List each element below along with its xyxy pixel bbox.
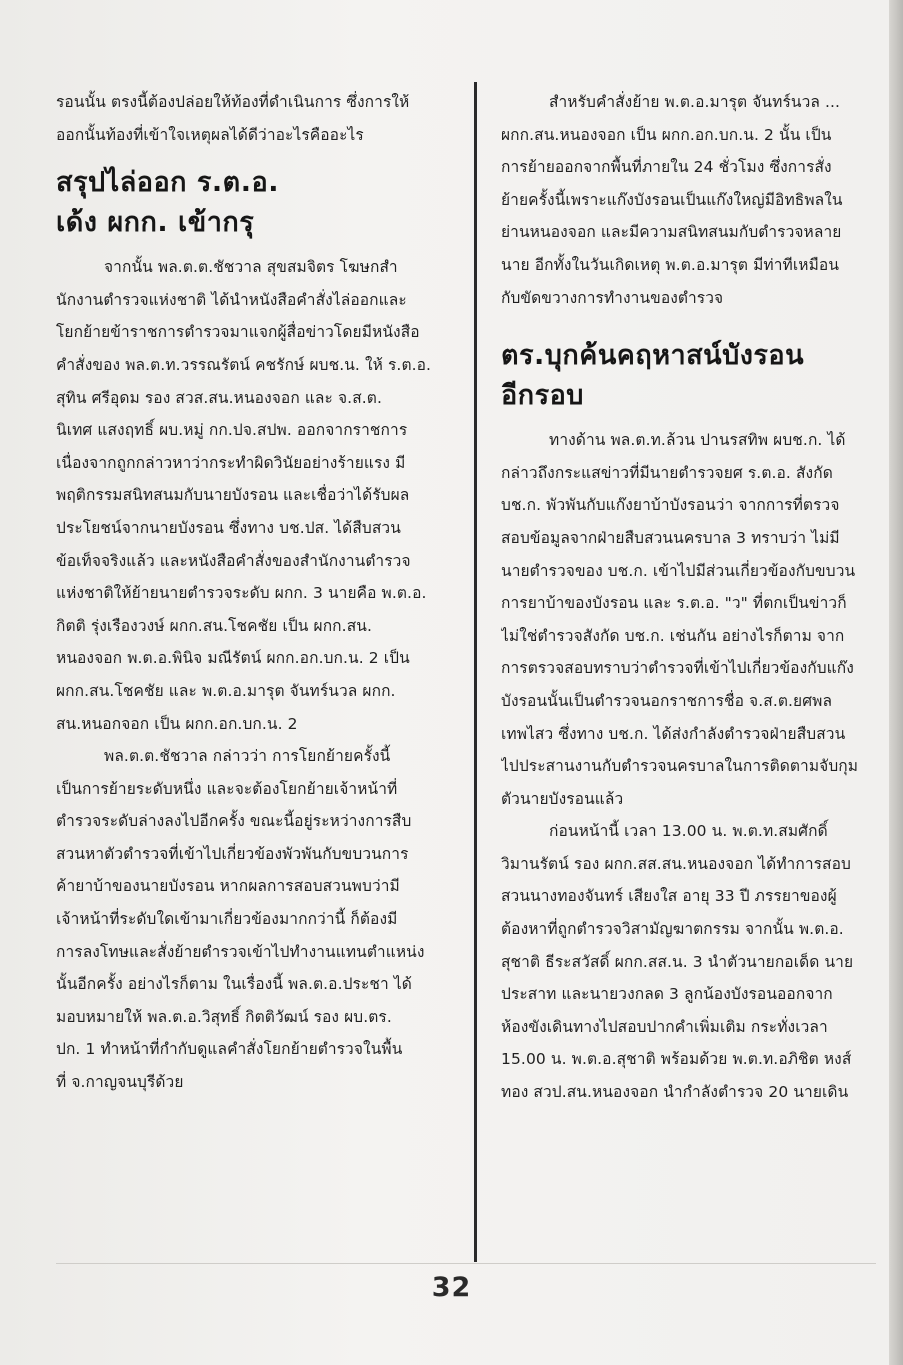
text-line: สอบข้อมูลจากฝ่ายสืบสวนนครบาล 3 ทราบว่า ไม่มี	[501, 528, 840, 547]
text-line: มอบหมายให้ พล.ต.อ.วิสุทธิ์ กิตติวัฒน์ รอง ผบ.ตร.	[56, 1007, 392, 1026]
text-line: การลงโทษและสั่งย้ายตำรวจเข้าไปทำงานแทนตำแหน่ง	[56, 942, 425, 961]
text-line: สน.หนอกจอก เป็น ผกก.อก.บก.น. 2	[56, 714, 298, 733]
right-paragraph-3	[501, 815, 877, 1108]
text-line: สุทิน ศรีอุดม รอง สวส.สน.หนองจอก และ จ.ส.ต.	[56, 388, 382, 407]
text-line: ตัวนายบังรอนแล้ว	[501, 789, 624, 808]
text-line: หนองจอก พ.ต.อ.พินิจ มณีรัตน์ ผกก.อก.บก.น. 2 เป็น	[56, 649, 410, 668]
text-line: กิตติ รุ่งเรืองวงษ์ ผกก.สน.โชคชัย เป็น ผกก.สน.	[56, 616, 372, 635]
text-line: ก่อนหน้านี้ เวลา 13.00 น. พ.ต.ท.สมศักดิ์	[549, 822, 828, 841]
text-line: เจ้าหน้าที่ระดับใดเข้ามาเกี่ยวข้องมากกว่านี้ ก็ต้องมี	[56, 910, 398, 929]
text-line: ตำรวจระดับล่างลงไปอีกครั้ง ขณะนี้อยู่ระหว่างการสืบ	[56, 812, 412, 831]
text-line: ทางด้าน พล.ต.ท.ล้วน ปานรสทิพ ผบช.ก. ได้	[549, 431, 846, 450]
text-line: ประโยชน์จากนายบังรอน ซึ่งทาง บช.ปส. ได้สืบสวน	[56, 518, 401, 537]
text-line: บังรอนนั้นเป็นตำรวจนอกราชการชื่อ จ.ส.ต.ยศพล	[501, 691, 833, 710]
text-line: จากนั้น พล.ต.ต.ชัชวาล สุขสมจิตร โฆษกสำ	[104, 258, 398, 277]
heading-line: เด้ง ผกก. เข้ากรุ	[56, 207, 255, 239]
text-line: ที่ จ.กาญจนบุรีด้วย	[56, 1073, 184, 1092]
heading-line: อีกรอบ	[501, 380, 584, 412]
text-line: ไม่ใช่ตำรวจสังกัด บช.ก. เช่นกัน อย่างไรก็ตาม จาก	[501, 626, 845, 645]
text-line: เทพไสว ซึ่งทาง บช.ก. ได้ส่งกำลังตำรวจฝ่ายสืบสวน	[501, 724, 846, 743]
text-line: ทอง สวป.สน.หนองจอก นำกำลังตำรวจ 20 นายเดิน	[501, 1083, 849, 1102]
heading-line: ตร.บุกค้นคฤหาสน์บังรอน	[501, 340, 805, 372]
text-line: แห่งชาติให้ย้ายนายตำรวจระดับ ผกก. 3 นายคือ พ.ต.อ.	[56, 584, 427, 603]
text-line: นายตำรวจของ บช.ก. เข้าไปมีส่วนเกี่ยวข้องกับขบวน	[501, 561, 856, 580]
text-line: คำสั่งของ พล.ต.ท.วรรณรัตน์ คชรักษ์ ผบช.น. ให้ ร.ต.อ.	[56, 355, 432, 374]
text-line: ผกก.สน.หนองจอก เป็น ผกก.อก.บก.น. 2 นั้น เป็น	[501, 125, 832, 144]
text-line: เนื่องจากถูกกล่าวหาว่ากระทำผิดวินัยอย่างร้ายแรง มี	[56, 453, 406, 472]
text-line: ต้องหาที่ถูกตำรวจวิสามัญฆาตกรรม จากนั้น พ.ต.อ.	[501, 920, 844, 939]
text-line: ห้องขังเดินทางไปสอบปากคำเพิ่มเติม กระทั่งเวลา	[501, 1017, 828, 1036]
text-line: ข้อเท็จจริงแล้ว และหนังสือคำสั่งของสำนักงานตำรวจ	[56, 551, 411, 570]
text-line: 15.00 น. พ.ต.อ.สุชาติ พร้อมด้วย พ.ต.ท.อภิชิต หงส์	[501, 1050, 852, 1069]
text-line: โยกย้ายข้าราชการตำรวจมาแจกผู้สื่อข่าวโดยมีหนังสือ	[56, 323, 420, 342]
text-line: ย้ายครั้งนี้เพราะแก๊งบังรอนเป็นแก๊งใหญ่มีอิทธิพลใน	[501, 190, 843, 209]
left-paragraph-1	[56, 251, 450, 740]
text-line: นั้นอีกครั้ง อย่างไรก็ตาม ในเรื่องนี้ พล.ต.อ.ประชา ได้	[56, 975, 412, 994]
text-line: กล่าวถึงกระแสข่าวที่มีนายตำรวจยศ ร.ต.อ. สังกัด	[501, 463, 833, 482]
text-line: พฤติกรรมสนิทสนมกับนายบังรอน และเชื่อว่าได้รับผล	[56, 486, 410, 505]
left-intro-paragraph	[56, 86, 450, 151]
text-line: เป็นการย้ายระดับหนึ่ง และจะต้องโยกย้ายเจ้าหน้าที่	[56, 779, 398, 798]
text-line: สวนนางทองจันทร์ เสียงใส อายุ 33 ปี ภรรยาของผู้	[501, 887, 837, 906]
text-line: วิมานรัตน์ รอง ผกก.สส.สน.หนองจอก ได้ทำการสอบ	[501, 854, 851, 873]
text-line: กับขัดขวางการทำงานของตำรวจ	[501, 288, 724, 307]
text-line: รอนนั้น ตรงนี้ต้องปล่อยให้ท้องที่ดำเนินการ ซึ่งการให้	[56, 93, 410, 111]
text-line: ปก. 1 ทำหน้าที่กำกับดูแลคำสั่งโยกย้ายตำรวจในพื้น	[56, 1040, 403, 1059]
heading-line: สรุปไล่ออก ร.ต.อ.	[56, 167, 279, 199]
text-line: ออกนั้นท้องที่เข้าใจเหตุผลได้ดีว่าอะไรคืออะไร	[56, 125, 364, 144]
right-section-heading	[501, 336, 877, 416]
right-paragraph-1	[501, 86, 877, 314]
text-line: ค้ายาบ้าของนายบังรอน หากผลการสอบสวนพบว่ามี	[56, 877, 400, 896]
right-paragraph-2	[501, 424, 877, 815]
left-column	[56, 86, 450, 1099]
page-number: 32	[431, 1272, 472, 1303]
text-line: บช.ก. พัวพันกับแก๊งยาบ้าบังรอนว่า จากการที่ตรวจ	[501, 496, 840, 515]
text-line: สุชาติ ธีระสวัสดิ์ ผกก.สส.น. 3 นำตัวนายกอเด็ด นาย	[501, 952, 854, 971]
text-line: การยาบ้าของบังรอน และ ร.ต.อ. "ว" ที่ตกเป็นข่าวก็	[501, 594, 847, 613]
text-line: การย้ายออกจากพื้นที่ภายใน 24 ชั่วโมง ซึ่งการสั่ง	[501, 158, 832, 177]
text-line: นาย อีกทั้งในวันเกิดเหตุ พ.ต.อ.มารุต มีท่าทีเหมือน	[501, 255, 840, 274]
bottom-rule	[56, 1263, 876, 1264]
column-divider	[474, 82, 477, 1262]
text-line: สำหรับคำสั่งย้าย พ.ต.อ.มารุต จันทร์นวล ...	[549, 93, 841, 111]
text-line: การตรวจสอบทราบว่าตำรวจที่เข้าไปเกี่ยวข้องกับแก๊ง	[501, 659, 854, 678]
text-line: นักงานตำรวจแห่งชาติ ได้นำหนังสือคำสั่งไล่ออกและ	[56, 290, 407, 309]
text-line: ไปประสานงานกับตำรวจนครบาลในการติดตามจับกุม	[501, 757, 859, 776]
text-line: ย่านหนองจอก และมีความสนิทสนมกับตำรวจหลาย	[501, 223, 842, 242]
left-paragraph-2	[56, 740, 450, 1099]
text-line: ผกก.สน.โชคชัย และ พ.ต.อ.มารุต จันทร์นวล ผกก.	[56, 681, 396, 700]
text-line: ประสาท และนายวงกลด 3 ลูกน้องบังรอนออกจาก	[501, 985, 833, 1004]
page-edge-shadow	[889, 0, 903, 1365]
left-section-heading	[56, 163, 450, 243]
right-column	[501, 86, 877, 1109]
text-line: สวนหาตัวตำรวจที่เข้าไปเกี่ยวข้องพัวพันกับขบวนการ	[56, 844, 409, 863]
text-line: นิเทศ แสงฤทธิ์ ผบ.หมู่ กก.ปจ.สปพ. ออกจากราชการ	[56, 421, 408, 440]
text-line: พล.ต.ต.ชัชวาล กล่าวว่า การโยกย้ายครั้งนี้	[104, 747, 391, 766]
